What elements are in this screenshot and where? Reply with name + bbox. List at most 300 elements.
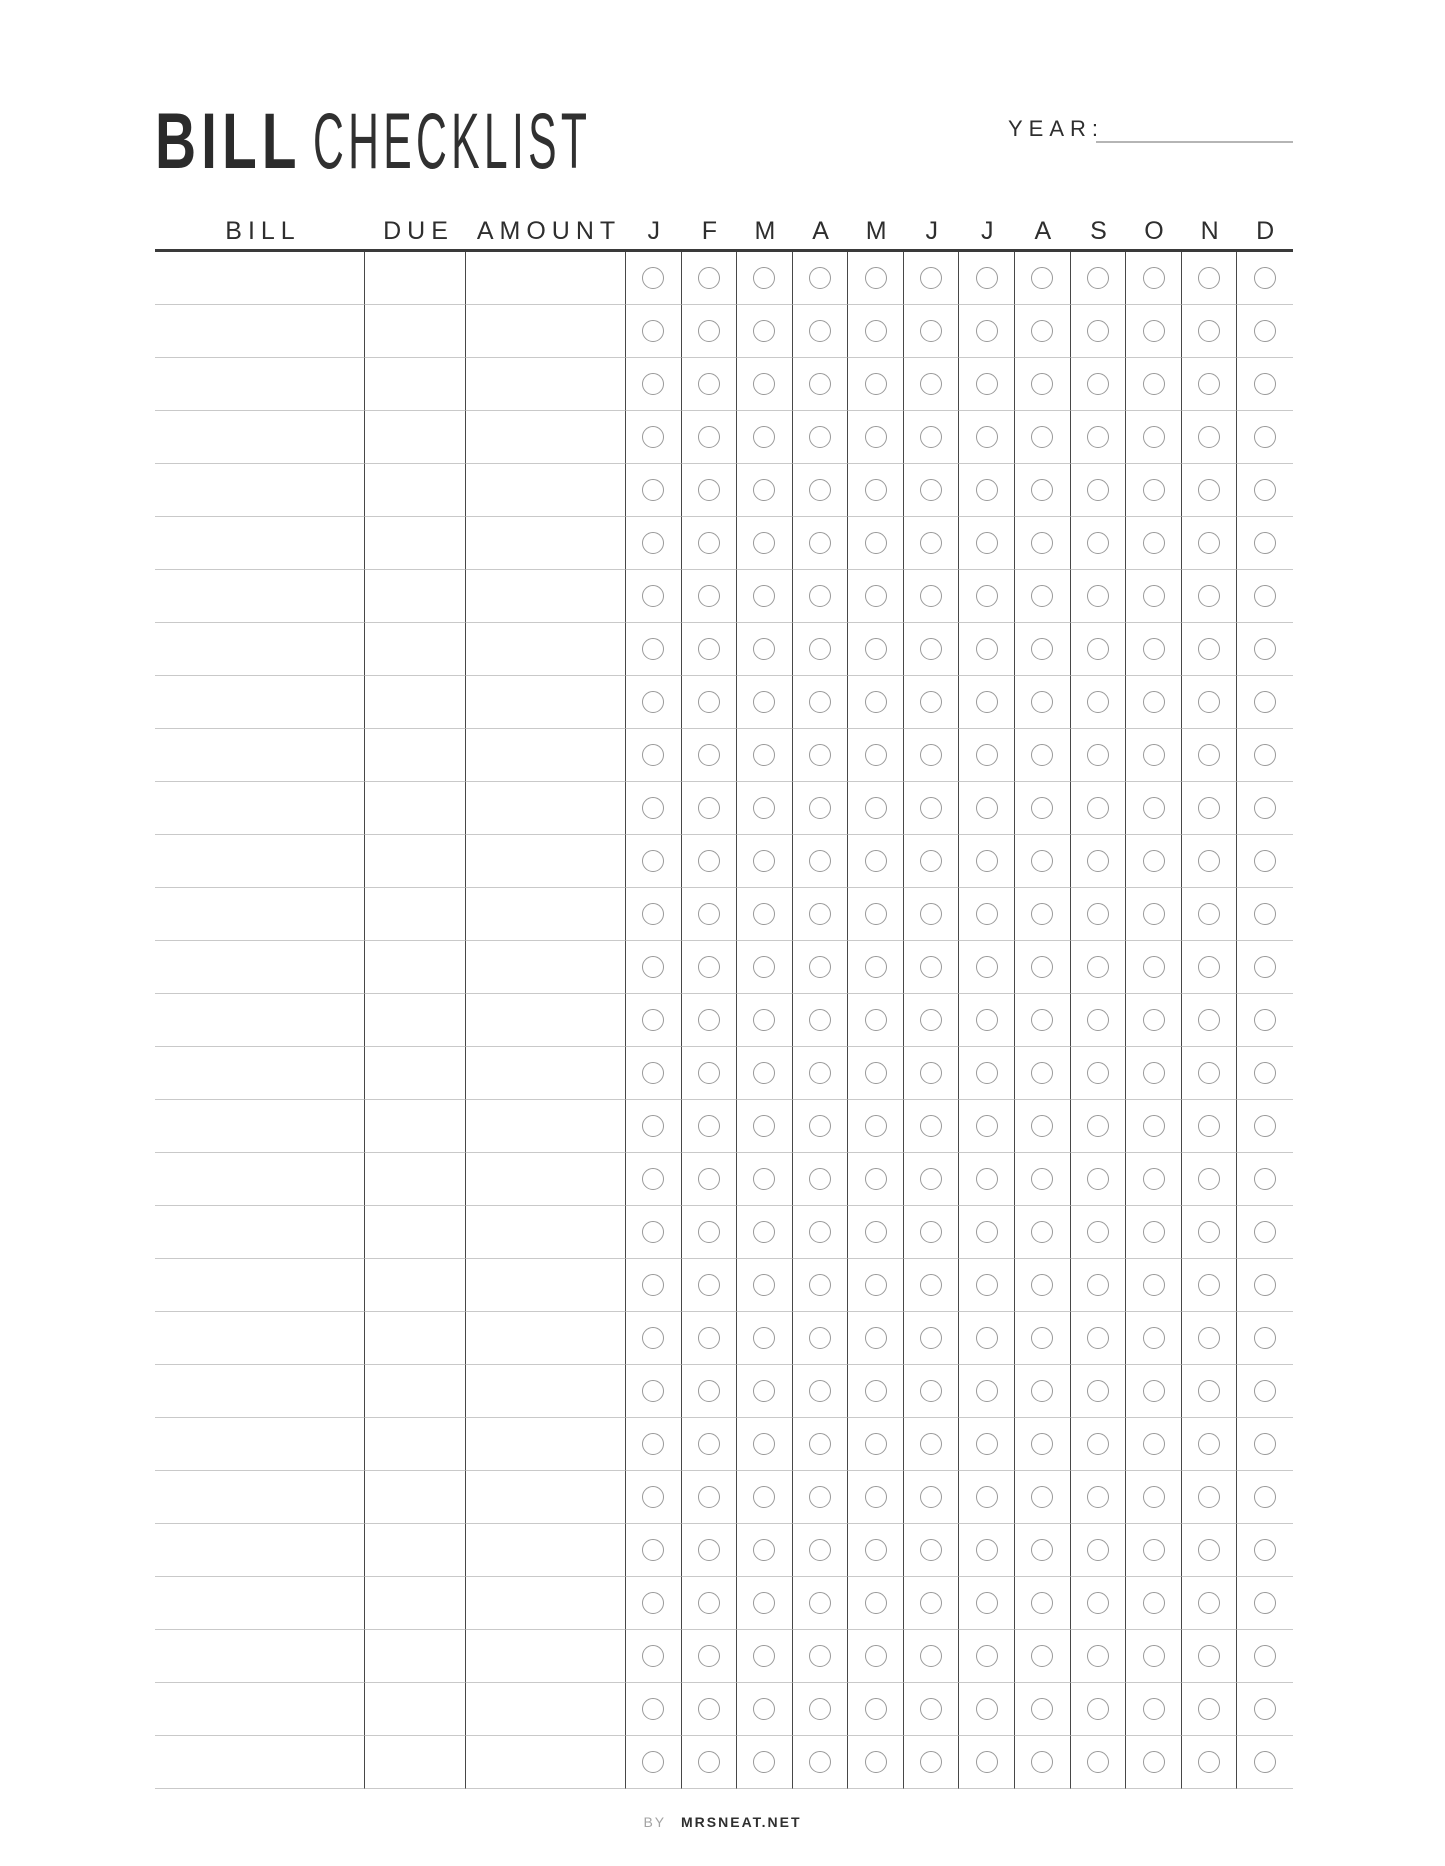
month-checkbox[interactable]	[920, 532, 942, 554]
amount-cell[interactable]	[466, 252, 626, 305]
bill-cell[interactable]	[155, 1577, 365, 1630]
bill-cell[interactable]	[155, 517, 365, 570]
month-checkbox[interactable]	[920, 267, 942, 289]
month-checkbox[interactable]	[1087, 1274, 1109, 1296]
month-checkbox[interactable]	[698, 1539, 720, 1561]
month-checkbox[interactable]	[1087, 1327, 1109, 1349]
month-checkbox[interactable]	[642, 1698, 664, 1720]
month-checkbox[interactable]	[1198, 1751, 1220, 1773]
month-checkbox[interactable]	[809, 585, 831, 607]
month-checkbox[interactable]	[1198, 744, 1220, 766]
month-checkbox[interactable]	[698, 797, 720, 819]
month-checkbox[interactable]	[1143, 1751, 1165, 1773]
month-checkbox[interactable]	[976, 638, 998, 660]
month-checkbox[interactable]	[1143, 1433, 1165, 1455]
month-checkbox[interactable]	[642, 373, 664, 395]
month-checkbox[interactable]	[698, 1433, 720, 1455]
month-checkbox[interactable]	[1087, 532, 1109, 554]
month-checkbox[interactable]	[1087, 1168, 1109, 1190]
month-checkbox[interactable]	[976, 797, 998, 819]
month-checkbox[interactable]	[976, 1221, 998, 1243]
month-checkbox[interactable]	[753, 1274, 775, 1296]
due-cell[interactable]	[365, 1047, 466, 1100]
month-checkbox[interactable]	[753, 691, 775, 713]
month-checkbox[interactable]	[976, 532, 998, 554]
month-checkbox[interactable]	[1087, 1592, 1109, 1614]
month-checkbox[interactable]	[698, 744, 720, 766]
month-checkbox[interactable]	[976, 320, 998, 342]
month-checkbox[interactable]	[1254, 320, 1276, 342]
month-checkbox[interactable]	[753, 1327, 775, 1349]
amount-cell[interactable]	[466, 835, 626, 888]
month-checkbox[interactable]	[698, 1221, 720, 1243]
due-cell[interactable]	[365, 1471, 466, 1524]
month-checkbox[interactable]	[920, 1645, 942, 1667]
month-checkbox[interactable]	[1031, 1380, 1053, 1402]
month-checkbox[interactable]	[1143, 797, 1165, 819]
month-checkbox[interactable]	[865, 1009, 887, 1031]
month-checkbox[interactable]	[1254, 426, 1276, 448]
month-checkbox[interactable]	[920, 1115, 942, 1137]
month-checkbox[interactable]	[642, 479, 664, 501]
month-checkbox[interactable]	[809, 267, 831, 289]
month-checkbox[interactable]	[1254, 1274, 1276, 1296]
month-checkbox[interactable]	[1143, 1486, 1165, 1508]
month-checkbox[interactable]	[1143, 320, 1165, 342]
bill-cell[interactable]	[155, 1683, 365, 1736]
amount-cell[interactable]	[466, 994, 626, 1047]
month-checkbox[interactable]	[1143, 956, 1165, 978]
month-checkbox[interactable]	[976, 903, 998, 925]
month-checkbox[interactable]	[865, 373, 887, 395]
month-checkbox[interactable]	[698, 691, 720, 713]
month-checkbox[interactable]	[1143, 1539, 1165, 1561]
amount-cell[interactable]	[466, 1418, 626, 1471]
bill-cell[interactable]	[155, 782, 365, 835]
month-checkbox[interactable]	[1143, 1698, 1165, 1720]
month-checkbox[interactable]	[976, 1009, 998, 1031]
bill-cell[interactable]	[155, 888, 365, 941]
month-checkbox[interactable]	[809, 1698, 831, 1720]
due-cell[interactable]	[365, 994, 466, 1047]
amount-cell[interactable]	[466, 1524, 626, 1577]
month-checkbox[interactable]	[1087, 903, 1109, 925]
month-checkbox[interactable]	[1087, 1645, 1109, 1667]
month-checkbox[interactable]	[1143, 1062, 1165, 1084]
month-checkbox[interactable]	[1087, 1221, 1109, 1243]
month-checkbox[interactable]	[1198, 1221, 1220, 1243]
month-checkbox[interactable]	[1031, 585, 1053, 607]
month-checkbox[interactable]	[1254, 1645, 1276, 1667]
month-checkbox[interactable]	[809, 638, 831, 660]
month-checkbox[interactable]	[753, 638, 775, 660]
bill-cell[interactable]	[155, 1047, 365, 1100]
bill-cell[interactable]	[155, 1736, 365, 1789]
due-cell[interactable]	[365, 782, 466, 835]
month-checkbox[interactable]	[865, 638, 887, 660]
month-checkbox[interactable]	[809, 1062, 831, 1084]
amount-cell[interactable]	[466, 1100, 626, 1153]
due-cell[interactable]	[365, 1365, 466, 1418]
month-checkbox[interactable]	[1254, 532, 1276, 554]
bill-cell[interactable]	[155, 1418, 365, 1471]
month-checkbox[interactable]	[1031, 1062, 1053, 1084]
bill-cell[interactable]	[155, 1206, 365, 1259]
month-checkbox[interactable]	[1031, 373, 1053, 395]
month-checkbox[interactable]	[865, 903, 887, 925]
month-checkbox[interactable]	[865, 1486, 887, 1508]
bill-cell[interactable]	[155, 1365, 365, 1418]
month-checkbox[interactable]	[865, 1168, 887, 1190]
month-checkbox[interactable]	[642, 1062, 664, 1084]
due-cell[interactable]	[365, 252, 466, 305]
month-checkbox[interactable]	[1031, 744, 1053, 766]
month-checkbox[interactable]	[698, 1592, 720, 1614]
month-checkbox[interactable]	[865, 1539, 887, 1561]
month-checkbox[interactable]	[753, 1486, 775, 1508]
month-checkbox[interactable]	[1031, 1168, 1053, 1190]
month-checkbox[interactable]	[1254, 691, 1276, 713]
month-checkbox[interactable]	[642, 1751, 664, 1773]
month-checkbox[interactable]	[1198, 956, 1220, 978]
month-checkbox[interactable]	[1254, 1698, 1276, 1720]
month-checkbox[interactable]	[1254, 373, 1276, 395]
bill-cell[interactable]	[155, 1524, 365, 1577]
month-checkbox[interactable]	[753, 1645, 775, 1667]
amount-cell[interactable]	[466, 1259, 626, 1312]
month-checkbox[interactable]	[865, 1221, 887, 1243]
month-checkbox[interactable]	[865, 691, 887, 713]
month-checkbox[interactable]	[920, 1221, 942, 1243]
month-checkbox[interactable]	[642, 1274, 664, 1296]
month-checkbox[interactable]	[920, 1539, 942, 1561]
month-checkbox[interactable]	[698, 850, 720, 872]
month-checkbox[interactable]	[698, 1327, 720, 1349]
amount-cell[interactable]	[466, 1047, 626, 1100]
month-checkbox[interactable]	[753, 903, 775, 925]
month-checkbox[interactable]	[1254, 1751, 1276, 1773]
month-checkbox[interactable]	[1198, 1274, 1220, 1296]
month-checkbox[interactable]	[642, 1327, 664, 1349]
month-checkbox[interactable]	[1031, 1274, 1053, 1296]
bill-cell[interactable]	[155, 1259, 365, 1312]
month-checkbox[interactable]	[1031, 1751, 1053, 1773]
bill-cell[interactable]	[155, 1312, 365, 1365]
due-cell[interactable]	[365, 1683, 466, 1736]
month-checkbox[interactable]	[976, 426, 998, 448]
bill-cell[interactable]	[155, 835, 365, 888]
month-checkbox[interactable]	[1031, 1433, 1053, 1455]
month-checkbox[interactable]	[809, 1009, 831, 1031]
month-checkbox[interactable]	[753, 1221, 775, 1243]
month-checkbox[interactable]	[920, 426, 942, 448]
month-checkbox[interactable]	[920, 1751, 942, 1773]
month-checkbox[interactable]	[1254, 1433, 1276, 1455]
bill-cell[interactable]	[155, 411, 365, 464]
month-checkbox[interactable]	[920, 956, 942, 978]
month-checkbox[interactable]	[1087, 691, 1109, 713]
month-checkbox[interactable]	[809, 1539, 831, 1561]
month-checkbox[interactable]	[753, 320, 775, 342]
month-checkbox[interactable]	[865, 426, 887, 448]
month-checkbox[interactable]	[1143, 638, 1165, 660]
month-checkbox[interactable]	[1198, 1698, 1220, 1720]
month-checkbox[interactable]	[753, 850, 775, 872]
month-checkbox[interactable]	[698, 532, 720, 554]
month-checkbox[interactable]	[1087, 850, 1109, 872]
month-checkbox[interactable]	[920, 850, 942, 872]
month-checkbox[interactable]	[1087, 797, 1109, 819]
month-checkbox[interactable]	[920, 320, 942, 342]
month-checkbox[interactable]	[809, 1380, 831, 1402]
month-checkbox[interactable]	[698, 320, 720, 342]
month-checkbox[interactable]	[1031, 1327, 1053, 1349]
due-cell[interactable]	[365, 888, 466, 941]
month-checkbox[interactable]	[920, 1168, 942, 1190]
bill-cell[interactable]	[155, 941, 365, 994]
month-checkbox[interactable]	[753, 373, 775, 395]
due-cell[interactable]	[365, 729, 466, 782]
month-checkbox[interactable]	[1031, 691, 1053, 713]
month-checkbox[interactable]	[698, 585, 720, 607]
month-checkbox[interactable]	[865, 1062, 887, 1084]
year-input-line[interactable]	[1096, 125, 1293, 143]
month-checkbox[interactable]	[1254, 1009, 1276, 1031]
bill-cell[interactable]	[155, 252, 365, 305]
amount-cell[interactable]	[466, 305, 626, 358]
month-checkbox[interactable]	[1198, 638, 1220, 660]
month-checkbox[interactable]	[865, 1433, 887, 1455]
month-checkbox[interactable]	[1143, 1327, 1165, 1349]
bill-cell[interactable]	[155, 623, 365, 676]
amount-cell[interactable]	[466, 1736, 626, 1789]
month-checkbox[interactable]	[920, 1380, 942, 1402]
month-checkbox[interactable]	[753, 1698, 775, 1720]
month-checkbox[interactable]	[753, 797, 775, 819]
month-checkbox[interactable]	[809, 1168, 831, 1190]
month-checkbox[interactable]	[753, 1539, 775, 1561]
month-checkbox[interactable]	[642, 1539, 664, 1561]
month-checkbox[interactable]	[1143, 1115, 1165, 1137]
month-checkbox[interactable]	[1143, 532, 1165, 554]
due-cell[interactable]	[365, 358, 466, 411]
due-cell[interactable]	[365, 1577, 466, 1630]
month-checkbox[interactable]	[1031, 1009, 1053, 1031]
amount-cell[interactable]	[466, 1683, 626, 1736]
month-checkbox[interactable]	[1031, 1698, 1053, 1720]
month-checkbox[interactable]	[809, 956, 831, 978]
month-checkbox[interactable]	[642, 585, 664, 607]
month-checkbox[interactable]	[1198, 903, 1220, 925]
due-cell[interactable]	[365, 1259, 466, 1312]
month-checkbox[interactable]	[1143, 1380, 1165, 1402]
month-checkbox[interactable]	[865, 320, 887, 342]
month-checkbox[interactable]	[976, 1645, 998, 1667]
month-checkbox[interactable]	[753, 1168, 775, 1190]
month-checkbox[interactable]	[920, 744, 942, 766]
month-checkbox[interactable]	[1143, 479, 1165, 501]
due-cell[interactable]	[365, 1153, 466, 1206]
month-checkbox[interactable]	[1143, 850, 1165, 872]
month-checkbox[interactable]	[865, 479, 887, 501]
month-checkbox[interactable]	[865, 1327, 887, 1349]
month-checkbox[interactable]	[920, 1327, 942, 1349]
bill-cell[interactable]	[155, 358, 365, 411]
month-checkbox[interactable]	[1198, 1009, 1220, 1031]
month-checkbox[interactable]	[1198, 797, 1220, 819]
month-checkbox[interactable]	[642, 1221, 664, 1243]
month-checkbox[interactable]	[809, 1592, 831, 1614]
month-checkbox[interactable]	[809, 903, 831, 925]
month-checkbox[interactable]	[920, 797, 942, 819]
due-cell[interactable]	[365, 1524, 466, 1577]
month-checkbox[interactable]	[1198, 1592, 1220, 1614]
month-checkbox[interactable]	[809, 1327, 831, 1349]
month-checkbox[interactable]	[642, 903, 664, 925]
due-cell[interactable]	[365, 517, 466, 570]
month-checkbox[interactable]	[698, 479, 720, 501]
month-checkbox[interactable]	[1198, 479, 1220, 501]
due-cell[interactable]	[365, 941, 466, 994]
month-checkbox[interactable]	[1254, 744, 1276, 766]
bill-cell[interactable]	[155, 1630, 365, 1683]
month-checkbox[interactable]	[1198, 1486, 1220, 1508]
amount-cell[interactable]	[466, 623, 626, 676]
amount-cell[interactable]	[466, 570, 626, 623]
month-checkbox[interactable]	[976, 691, 998, 713]
due-cell[interactable]	[365, 411, 466, 464]
month-checkbox[interactable]	[1087, 956, 1109, 978]
month-checkbox[interactable]	[865, 267, 887, 289]
month-checkbox[interactable]	[753, 1433, 775, 1455]
month-checkbox[interactable]	[698, 1751, 720, 1773]
month-checkbox[interactable]	[920, 1009, 942, 1031]
amount-cell[interactable]	[466, 1630, 626, 1683]
amount-cell[interactable]	[466, 1577, 626, 1630]
month-checkbox[interactable]	[642, 850, 664, 872]
month-checkbox[interactable]	[642, 532, 664, 554]
month-checkbox[interactable]	[753, 267, 775, 289]
month-checkbox[interactable]	[809, 797, 831, 819]
month-checkbox[interactable]	[753, 426, 775, 448]
month-checkbox[interactable]	[865, 744, 887, 766]
month-checkbox[interactable]	[698, 267, 720, 289]
month-checkbox[interactable]	[642, 1645, 664, 1667]
month-checkbox[interactable]	[642, 691, 664, 713]
month-checkbox[interactable]	[1031, 956, 1053, 978]
month-checkbox[interactable]	[976, 1539, 998, 1561]
month-checkbox[interactable]	[1031, 1221, 1053, 1243]
month-checkbox[interactable]	[865, 1380, 887, 1402]
month-checkbox[interactable]	[1031, 797, 1053, 819]
month-checkbox[interactable]	[698, 1168, 720, 1190]
month-checkbox[interactable]	[753, 1380, 775, 1402]
month-checkbox[interactable]	[1143, 744, 1165, 766]
month-checkbox[interactable]	[1198, 1062, 1220, 1084]
month-checkbox[interactable]	[1031, 426, 1053, 448]
month-checkbox[interactable]	[809, 1433, 831, 1455]
month-checkbox[interactable]	[698, 1009, 720, 1031]
month-checkbox[interactable]	[1254, 1539, 1276, 1561]
month-checkbox[interactable]	[698, 638, 720, 660]
month-checkbox[interactable]	[976, 1592, 998, 1614]
month-checkbox[interactable]	[1031, 320, 1053, 342]
due-cell[interactable]	[365, 1206, 466, 1259]
month-checkbox[interactable]	[1198, 267, 1220, 289]
month-checkbox[interactable]	[920, 1698, 942, 1720]
month-checkbox[interactable]	[809, 850, 831, 872]
month-checkbox[interactable]	[976, 585, 998, 607]
month-checkbox[interactable]	[1143, 903, 1165, 925]
month-checkbox[interactable]	[920, 691, 942, 713]
month-checkbox[interactable]	[1254, 1380, 1276, 1402]
month-checkbox[interactable]	[1087, 1009, 1109, 1031]
month-checkbox[interactable]	[1198, 426, 1220, 448]
due-cell[interactable]	[365, 1312, 466, 1365]
month-checkbox[interactable]	[976, 1115, 998, 1137]
month-checkbox[interactable]	[976, 373, 998, 395]
month-checkbox[interactable]	[1087, 585, 1109, 607]
month-checkbox[interactable]	[642, 797, 664, 819]
month-checkbox[interactable]	[698, 1486, 720, 1508]
month-checkbox[interactable]	[1087, 744, 1109, 766]
month-checkbox[interactable]	[1031, 1539, 1053, 1561]
month-checkbox[interactable]	[1087, 1486, 1109, 1508]
month-checkbox[interactable]	[642, 744, 664, 766]
month-checkbox[interactable]	[809, 1115, 831, 1137]
month-checkbox[interactable]	[920, 903, 942, 925]
month-checkbox[interactable]	[642, 1168, 664, 1190]
bill-cell[interactable]	[155, 464, 365, 517]
month-checkbox[interactable]	[1198, 373, 1220, 395]
month-checkbox[interactable]	[920, 1433, 942, 1455]
month-checkbox[interactable]	[976, 1698, 998, 1720]
month-checkbox[interactable]	[1143, 585, 1165, 607]
month-checkbox[interactable]	[1254, 267, 1276, 289]
month-checkbox[interactable]	[1198, 850, 1220, 872]
month-checkbox[interactable]	[1031, 1645, 1053, 1667]
month-checkbox[interactable]	[753, 1115, 775, 1137]
month-checkbox[interactable]	[865, 1115, 887, 1137]
amount-cell[interactable]	[466, 941, 626, 994]
month-checkbox[interactable]	[1087, 638, 1109, 660]
month-checkbox[interactable]	[920, 638, 942, 660]
month-checkbox[interactable]	[1143, 1645, 1165, 1667]
month-checkbox[interactable]	[698, 1645, 720, 1667]
month-checkbox[interactable]	[1198, 1433, 1220, 1455]
month-checkbox[interactable]	[920, 1592, 942, 1614]
month-checkbox[interactable]	[1031, 638, 1053, 660]
month-checkbox[interactable]	[1031, 903, 1053, 925]
month-checkbox[interactable]	[1254, 1486, 1276, 1508]
amount-cell[interactable]	[466, 411, 626, 464]
month-checkbox[interactable]	[1031, 1486, 1053, 1508]
month-checkbox[interactable]	[1087, 426, 1109, 448]
month-checkbox[interactable]	[1143, 373, 1165, 395]
month-checkbox[interactable]	[1254, 1115, 1276, 1137]
month-checkbox[interactable]	[1087, 267, 1109, 289]
month-checkbox[interactable]	[753, 1592, 775, 1614]
month-checkbox[interactable]	[809, 1486, 831, 1508]
bill-cell[interactable]	[155, 994, 365, 1047]
month-checkbox[interactable]	[1143, 1274, 1165, 1296]
month-checkbox[interactable]	[642, 1486, 664, 1508]
month-checkbox[interactable]	[1087, 1062, 1109, 1084]
month-checkbox[interactable]	[642, 320, 664, 342]
month-checkbox[interactable]	[976, 1327, 998, 1349]
month-checkbox[interactable]	[1198, 691, 1220, 713]
month-checkbox[interactable]	[1198, 1380, 1220, 1402]
